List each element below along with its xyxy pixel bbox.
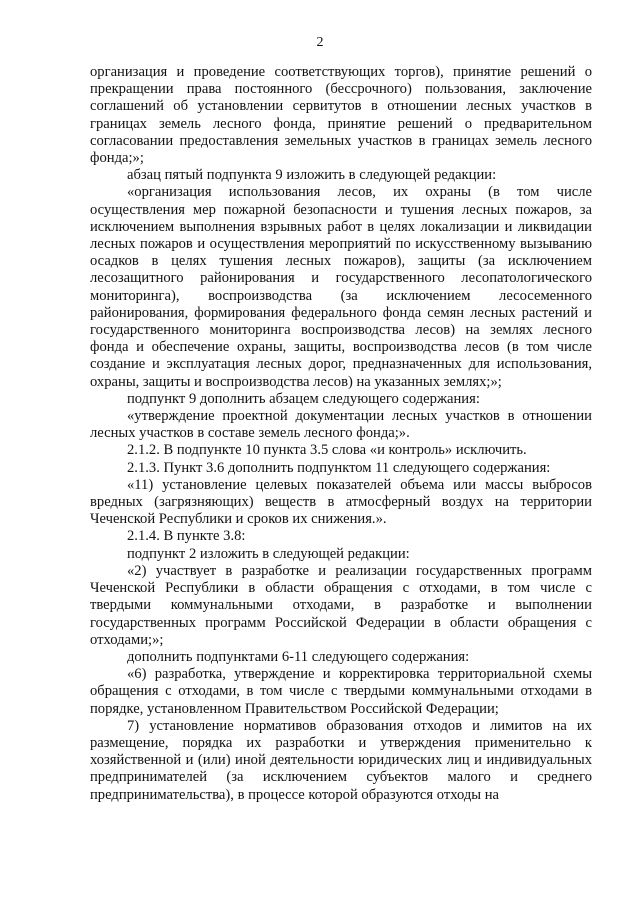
page-number: 2 [316, 35, 324, 50]
paragraph: 7) установление нормативов образования отходов и лимитов на их размещение, порядка их разработки и утверждения применительно к хозяйственной и (или) иной деятельности юридических лиц и индивидуальных предпринимателей (за исключением субъектов малого и среднего предпринимательства), в процессе которой образуются отходы на [90, 717, 592, 803]
paragraph: «организация использования лесов, их охраны (в том числе осуществления мер пожарной безопасности и тушения лесных пожаров, за исключением выполнения взрывных работ в целях локализации и ликвидации лесных пожаров и осуществления мероприятий по искусственному вызыванию осадков в целях тушения лесных пожаров), защиты (за исключением лесозащитного районирования и государственного лесопатологического мониторинга), воспроизводства (за исключением лесосеменного районирования, формирования федерального фонда семян лесных растений и государственного мониторинга воспроизводства лесов) на землях лесного фонда и обеспечение охраны, защиты, воспроизводства лесов (в том числе создание и эксплуатация лесных дорог, предназначенных для использования, охраны, защиты и воспроизводства лесов) на указанных землях;»; [90, 184, 592, 390]
paragraph: дополнить подпунктами 6-11 следующего содержания: [127, 648, 470, 665]
paragraph: «2) участвует в разработке и реализации государственных программ Чеченской Республики в области обращения с отходами, в том числе с твердыми коммунальными отходами, в разработке и выполнении государственных программ Российской Федерации в области обращения с отходами;»; [90, 562, 592, 648]
document-body [90, 64, 592, 804]
paragraph: 2.1.4. В пункте 3.8: [127, 528, 246, 545]
paragraph: подпункт 2 изложить в следующей редакции: [127, 545, 410, 562]
paragraph: «6) разработка, утверждение и корректировка территориальной схемы обращения с отходами, в том числе с твердыми коммунальными отходами в порядке, установленном Правительством Российской Федерации; [90, 666, 592, 717]
paragraph: абзац пятый подпункта 9 изложить в следующей редакции: [127, 167, 497, 184]
paragraph: организация и проведение соответствующих торгов), принятие решений о прекращении права постоянного (бессрочного) пользования, заключение соглашений об установлении сервитутов в отношении лесных участков в границах земель лесного фонда, принятие решений о предварительном согласовании предоставления земельных участков в границах земель лесного фонда;»; [90, 64, 592, 167]
paragraph: подпункт 9 дополнить абзацем следующего содержания: [127, 390, 480, 407]
paragraph: 2.1.2. В подпункте 10 пункта 3.5 слова «и контроль» исключить. [127, 442, 527, 459]
paragraph: «утверждение проектной документации лесных участков в отношении лесных участков в составе земель лесного фонда;». [90, 408, 592, 442]
paragraph: 2.1.3. Пункт 3.6 дополнить подпунктом 11 следующего содержания: [127, 459, 551, 476]
paragraph: «11) установление целевых показателей объема или массы выбросов вредных (загрязняющих) веществ в атмосферный воздух на территории Чеченской Республики и сроков их снижения.». [90, 476, 592, 528]
